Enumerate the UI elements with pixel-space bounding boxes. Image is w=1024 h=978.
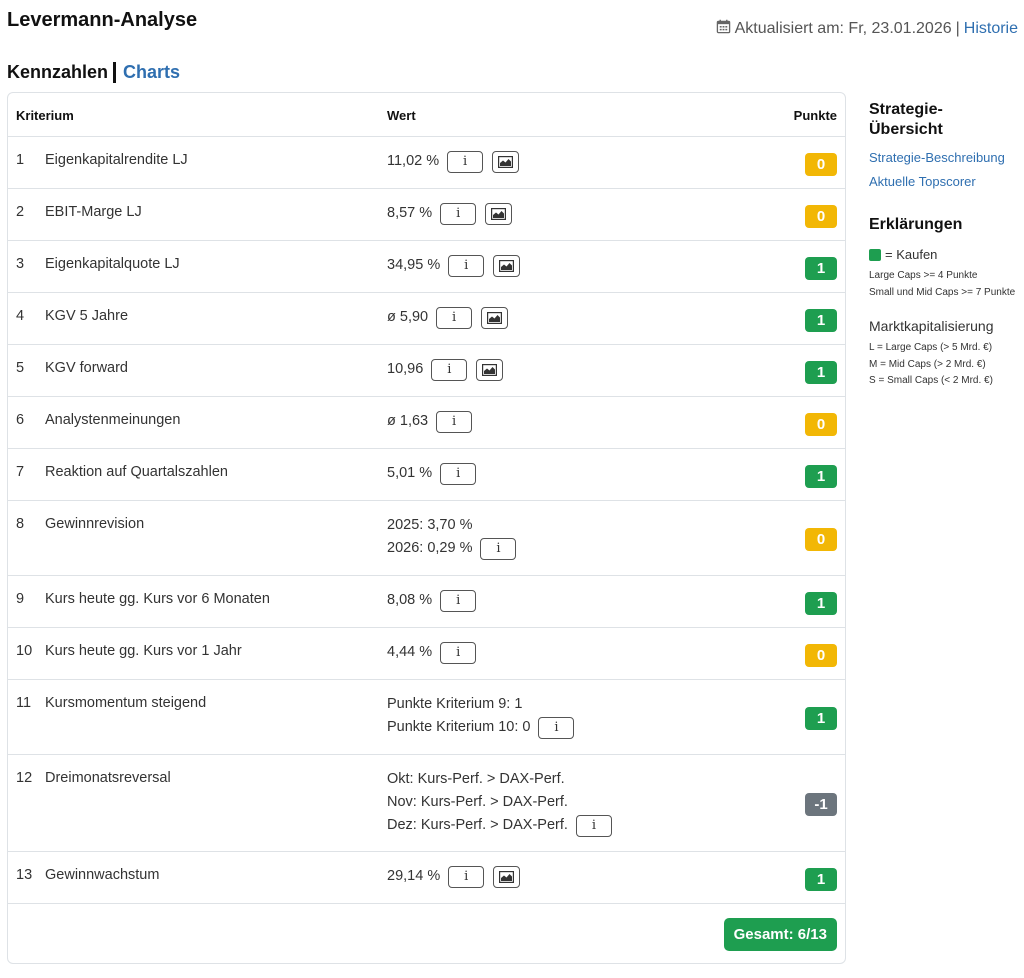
points-badge: 0 bbox=[805, 205, 837, 228]
row-number: 9 bbox=[16, 591, 25, 607]
info-icon[interactable]: i bbox=[440, 642, 476, 664]
chart-icon[interactable] bbox=[493, 255, 520, 277]
info-icon[interactable]: i bbox=[440, 463, 476, 485]
info-icon[interactable]: i bbox=[431, 359, 467, 381]
value-cell bbox=[387, 306, 508, 329]
topscorer-link[interactable]: Aktuelle Topscorer bbox=[869, 174, 976, 189]
value-cell bbox=[387, 410, 472, 433]
value-text: 11,02 % bbox=[387, 153, 440, 169]
criterion-label: Reaktion auf Quartalszahlen bbox=[45, 464, 228, 480]
value-cell bbox=[387, 202, 512, 225]
value-cell bbox=[387, 254, 520, 277]
header-value: Wert bbox=[387, 108, 416, 123]
row-number: 7 bbox=[16, 464, 25, 480]
small-mid-rule: Small und Mid Caps >= 7 Punkte bbox=[869, 286, 1016, 298]
criterion-label: Analystenmeinungen bbox=[45, 412, 181, 428]
update-info bbox=[716, 19, 1018, 39]
criterion-label: Gewinnrevision bbox=[45, 516, 145, 532]
value-text: Punkte Kriterium 9: 1 bbox=[387, 696, 523, 712]
explanations-heading: Erklärungen bbox=[869, 216, 963, 233]
table-row bbox=[8, 628, 845, 680]
row-number: 2 bbox=[16, 204, 25, 220]
value-text: 8,57 % bbox=[387, 205, 433, 221]
points-badge: 0 bbox=[805, 153, 837, 176]
separator: | bbox=[955, 20, 960, 37]
info-icon[interactable]: i bbox=[576, 815, 612, 837]
large-caps-rule: Large Caps >= 4 Punkte bbox=[869, 270, 978, 281]
row-number: 1 bbox=[16, 152, 25, 168]
points-badge: 0 bbox=[805, 528, 837, 551]
cap-small: S = Small Caps (< 2 Mrd. €) bbox=[869, 375, 993, 386]
page-title: Levermann-Analyse bbox=[7, 9, 198, 31]
total-badge: Gesamt: 6/13 bbox=[724, 918, 837, 951]
info-icon[interactable]: i bbox=[447, 151, 483, 173]
criterion-label: Eigenkapitalquote LJ bbox=[45, 256, 180, 272]
row-number: 3 bbox=[16, 256, 25, 272]
row-number: 13 bbox=[16, 867, 33, 883]
points-badge: 1 bbox=[805, 309, 837, 332]
value-cell bbox=[387, 589, 476, 612]
sidebar bbox=[869, 100, 1019, 390]
row-number: 4 bbox=[16, 308, 25, 324]
value-cell bbox=[387, 641, 476, 664]
value-cell bbox=[387, 150, 519, 173]
row-number: 8 bbox=[16, 516, 25, 532]
points-badge: 1 bbox=[805, 361, 837, 384]
row-number: 6 bbox=[16, 412, 25, 428]
table-row bbox=[8, 397, 845, 449]
cap-mid: M = Mid Caps (> 2 Mrd. €) bbox=[869, 358, 986, 370]
value-cell bbox=[387, 693, 574, 739]
table-row bbox=[8, 852, 845, 904]
value-text: 8,08 % bbox=[387, 592, 433, 608]
info-icon[interactable]: i bbox=[440, 590, 476, 612]
value-cell bbox=[387, 865, 520, 888]
row-number: 10 bbox=[16, 643, 33, 659]
table-row bbox=[8, 576, 845, 628]
criterion-label: KGV 5 Jahre bbox=[45, 308, 129, 324]
subnav-divider bbox=[113, 62, 116, 83]
row-number: 11 bbox=[16, 695, 32, 711]
points-badge: 1 bbox=[805, 592, 837, 615]
info-icon[interactable]: i bbox=[480, 538, 516, 560]
row-number: 12 bbox=[16, 770, 33, 786]
strategy-heading: Strategie- Übersicht bbox=[869, 101, 943, 138]
points-badge: 1 bbox=[805, 465, 837, 488]
history-link[interactable]: Historie bbox=[963, 20, 1018, 37]
criterion-label: Kurs heute gg. Kurs vor 1 Jahr bbox=[45, 643, 242, 659]
table-row bbox=[8, 449, 845, 501]
value-cell bbox=[387, 358, 503, 381]
table-row bbox=[8, 137, 845, 189]
criterion-label: Dreimonatsreversal bbox=[45, 770, 171, 786]
points-badge: 1 bbox=[805, 257, 837, 280]
criterion-label: EBIT-Marge LJ bbox=[45, 204, 142, 220]
value-text: Dez: Kurs-Perf. > DAX-Perf. bbox=[387, 817, 568, 833]
calendar-icon bbox=[716, 19, 731, 39]
chart-icon[interactable] bbox=[485, 203, 512, 225]
levermann-table bbox=[7, 92, 846, 964]
value-text: ø 5,90 bbox=[387, 309, 429, 325]
value-cell bbox=[387, 768, 612, 837]
value-text: Okt: Kurs-Perf. > DAX-Perf. bbox=[387, 771, 565, 787]
value-text: 4,44 % bbox=[387, 644, 433, 660]
table-row bbox=[8, 241, 845, 293]
criterion-label: Gewinnwachstum bbox=[45, 867, 160, 883]
points-badge: 0 bbox=[805, 413, 837, 436]
value-text: 29,14 % bbox=[387, 868, 441, 884]
value-cell bbox=[387, 462, 476, 485]
value-text: 10,96 bbox=[387, 361, 424, 377]
buy-legend bbox=[869, 247, 1019, 262]
info-icon[interactable]: i bbox=[448, 866, 484, 888]
chart-icon[interactable] bbox=[476, 359, 503, 381]
criterion-label: Eigenkapitalrendite LJ bbox=[45, 152, 188, 168]
table-row bbox=[8, 680, 845, 755]
value-text: ø 1,63 bbox=[387, 413, 429, 429]
subnav bbox=[7, 62, 180, 83]
criterion-label: Kursmomentum steigend bbox=[45, 695, 207, 711]
market-cap-heading: Marktkapitalisierung bbox=[869, 318, 994, 334]
points-badge: -1 bbox=[805, 793, 837, 816]
strategy-description-link[interactable]: Strategie-Beschreibung bbox=[869, 150, 1005, 165]
chart-icon[interactable] bbox=[481, 307, 508, 329]
points-badge: 1 bbox=[805, 707, 837, 730]
value-text: 5,01 % bbox=[387, 465, 433, 481]
header-points: Punkte bbox=[793, 108, 837, 123]
criterion-label: KGV forward bbox=[45, 360, 128, 376]
table-header bbox=[8, 93, 845, 137]
info-icon[interactable]: i bbox=[538, 717, 574, 739]
info-icon[interactable]: i bbox=[448, 255, 484, 277]
row-number: 5 bbox=[16, 360, 25, 376]
info-icon[interactable]: i bbox=[440, 203, 476, 225]
table-row bbox=[8, 501, 845, 576]
chart-icon[interactable] bbox=[493, 866, 520, 888]
criterion-label: Kurs heute gg. Kurs vor 6 Monaten bbox=[45, 591, 270, 607]
value-text: Nov: Kurs-Perf. > DAX-Perf. bbox=[387, 794, 568, 810]
info-icon[interactable]: i bbox=[436, 411, 472, 433]
value-text: 2025: 3,70 % bbox=[387, 517, 473, 533]
tab-charts[interactable]: Charts bbox=[123, 62, 181, 82]
value-text: Punkte Kriterium 10: 0 bbox=[387, 719, 531, 735]
header-criterion: Kriterium bbox=[16, 108, 74, 123]
table-row bbox=[8, 189, 845, 241]
tab-kennzahlen[interactable]: Kennzahlen bbox=[7, 62, 109, 82]
table-row bbox=[8, 293, 845, 345]
info-icon[interactable]: i bbox=[436, 307, 472, 329]
value-cell bbox=[387, 514, 516, 560]
points-badge: 1 bbox=[805, 868, 837, 891]
buy-legend-label: = Kaufen bbox=[885, 247, 938, 262]
value-text: 2026: 0,29 % bbox=[387, 540, 473, 556]
cap-large: L = Large Caps (> 5 Mrd. €) bbox=[869, 342, 993, 353]
table-row bbox=[8, 345, 845, 397]
chart-icon[interactable] bbox=[492, 151, 519, 173]
value-text: 34,95 % bbox=[387, 257, 441, 273]
updated-label: Aktualisiert am: Fr, 23.01.2026 bbox=[734, 20, 952, 37]
points-badge: 0 bbox=[805, 644, 837, 667]
table-row bbox=[8, 755, 845, 852]
green-square-icon bbox=[869, 249, 881, 261]
total-row bbox=[8, 904, 845, 964]
